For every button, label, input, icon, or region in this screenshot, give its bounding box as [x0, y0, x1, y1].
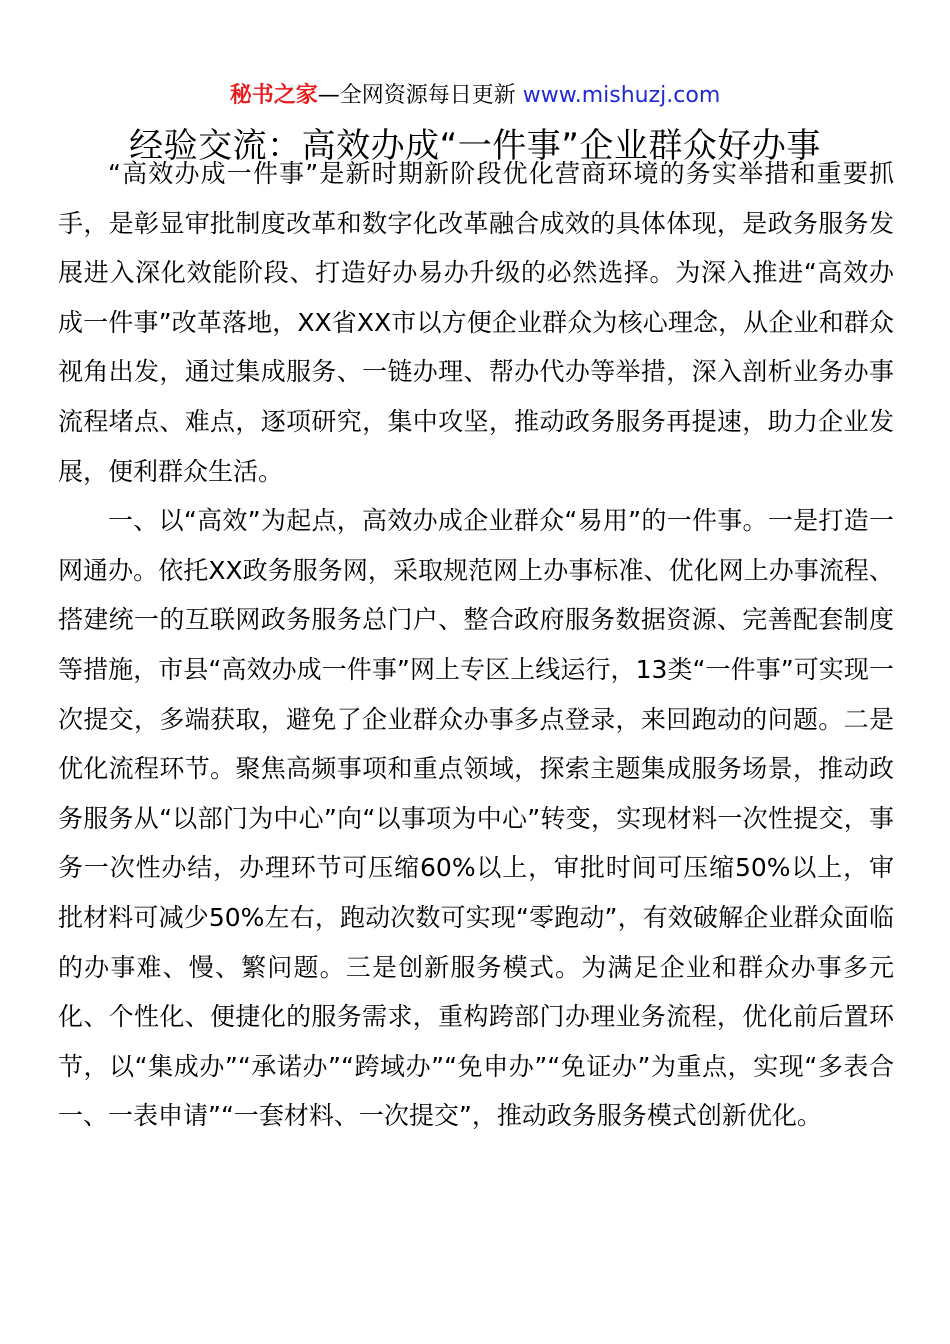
- document-body: [58, 149, 894, 1141]
- paragraph-section-one: 一、以“高效”为起点，高效办成企业群众“易用”的一件事。一是打造一网通办。依托XX政务服务网，采取规范网上办事标准、优化网上办事流程、搭建统一的互联网政务服务总门户、整合政府服务数据资源、完善配套制度等措施，市县“高效办成一件事”网上专区上线运行，13类“一件事”可实现一次提交，多端获取，避免了企业群众办事多点登录，来回跑动的问题。二是优化流程环节。聚焦高频事项和重点领域，探索主题集成服务场景，推动政务服务从“以部门为中心”向“以事项为中心”转变，实现材料一次性提交，事务一次性办结，办理环节可压缩60%以上，审批时间可压缩50%以上，审批材料可减少50%左右，跑动次数可实现“零跑动”，有效破解企业群众面临的办事难、慢、繁问题。三是创新服务模式。为满足企业和群众办事多元化、个性化、便捷化的服务需求，重构跨部门办理业务流程，优化前后置环节，以“集成办”“承诺办”“跨域办”“免申办”“免证办”为重点，实现“多表合一、一表申请”“一套材料、一次提交”，推动政务服务模式创新优化。: [58, 506, 894, 1131]
- site-header: [0, 80, 950, 112]
- document-title: 经验交流：高效办成“一件事”企业群众好办事: [129, 126, 821, 166]
- brand-name: 秘书之家: [229, 83, 318, 108]
- site-url-link[interactable]: www.mishuzj.com: [522, 83, 721, 108]
- header-tagline: —全网资源每日更新: [317, 83, 523, 108]
- paragraph-intro: “高效办成一件事”是新时期新阶段优化营商环境的务实举措和重要抓手，是彰显审批制度改革和数字化改革融合成效的具体体现，是政务服务发展进入深化效能阶段、打造好办易办升级的必然选择。为深入推进“高效办成一件事”改革落地，XX省XX市以方便企业群众为核心理念，从企业和群众视角出发，通过集成服务、一链办理、帮办代办等举措，深入剖析业务办事流程堵点、难点，逐项研究，集中攻坚，推动政务服务再提速，助力企业发展，便利群众生活。: [58, 159, 894, 486]
